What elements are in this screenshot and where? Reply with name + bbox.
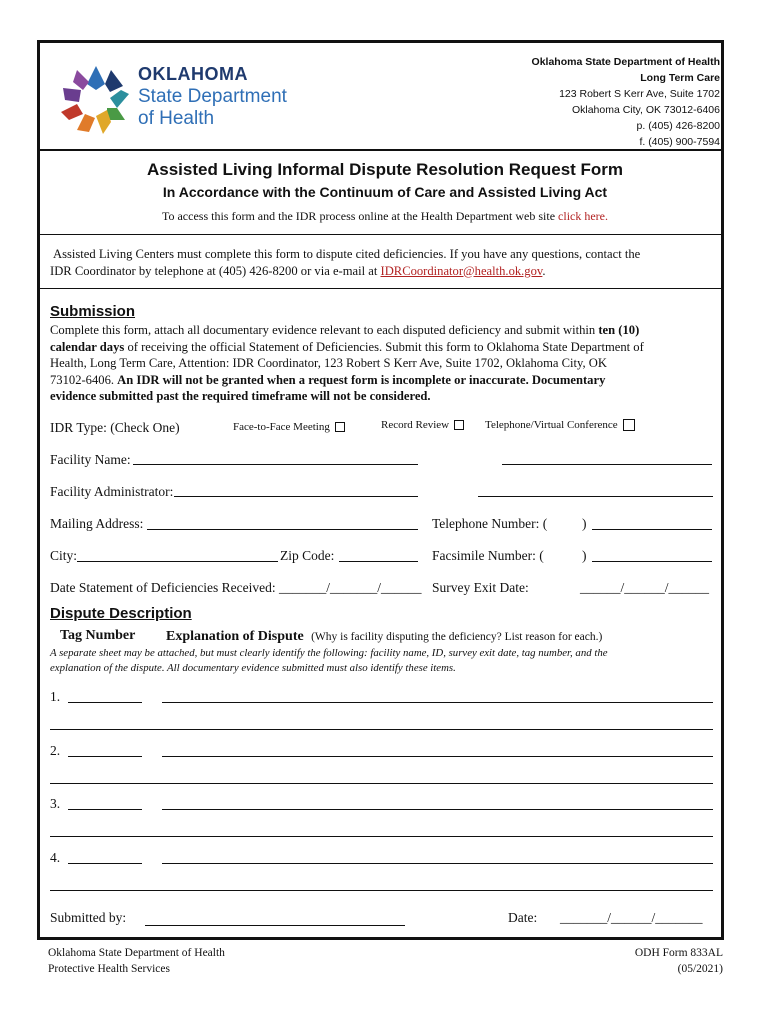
- submission-line5: [50, 388, 722, 405]
- idr-option-telephone[interactable]: [485, 419, 635, 431]
- online-note-text: To access this form and the IDR process online at the Health Department web site: [161, 209, 559, 223]
- agency-division: Long Term Care: [640, 72, 720, 84]
- logo-line-of-health: of Health: [138, 108, 215, 129]
- form-subtitle: In Accordance with the Continuum of Care and Assisted Living Act: [162, 184, 608, 200]
- agency-address-line2: Oklahoma City, OK 73012-6406: [571, 104, 720, 116]
- footer-right: [635, 946, 723, 977]
- city-label: City:: [50, 548, 78, 563]
- logo-line-oklahoma: OKLAHOMA: [138, 64, 248, 84]
- dispute-item-number: 4.: [50, 850, 61, 865]
- signature-date-label: Date:: [508, 910, 538, 925]
- intro-line2-end: .: [542, 263, 546, 278]
- dispute-item-number: 2.: [50, 743, 61, 758]
- dispute-explanation-field-cont[interactable]: [50, 836, 713, 837]
- intro-paragraph: [50, 246, 715, 279]
- telephone-number-field[interactable]: [592, 529, 712, 530]
- submitted-by-label: Submitted by:: [50, 910, 127, 925]
- submission-warning-1: An IDR will not be granted when a request form is incomplete or inaccurate. Documentary: [117, 372, 606, 387]
- footer-form-number: ODH Form 833AL: [634, 947, 723, 959]
- dispute-item-number: 3.: [50, 796, 61, 811]
- dispute-instructions: [50, 646, 608, 676]
- survey-exit-label: Survey Exit Date:: [432, 580, 529, 595]
- idr-type-label: IDR Type: (Check One): [50, 420, 180, 435]
- online-note: [0, 209, 770, 224]
- checkbox-telephone[interactable]: [623, 419, 635, 431]
- facility-name-label: Facility Name:: [50, 452, 131, 467]
- dispute-explanation-field-cont[interactable]: [50, 783, 713, 784]
- telephone-label: Telephone Number: (: [432, 516, 548, 531]
- submission-calendar-days: calendar days: [50, 339, 125, 354]
- dispute-item-number: 1.: [50, 689, 61, 704]
- submission-heading: Submission: [50, 303, 136, 320]
- dispute-explanation-field[interactable]: [162, 702, 713, 703]
- facility-admin-label: Facility Administrator:: [50, 484, 174, 499]
- telephone-close-paren: ): [582, 516, 587, 531]
- header-divider: [39, 149, 722, 151]
- title-divider: [39, 234, 722, 235]
- explanation-header: [166, 628, 602, 645]
- date-received-label: Date Statement of Deficiencies Received:: [50, 580, 276, 595]
- click-here-link[interactable]: click here.: [558, 209, 608, 223]
- facility-admin-field[interactable]: [174, 496, 418, 497]
- survey-exit-field[interactable]: ______/______/______: [580, 580, 710, 595]
- agency-name: Oklahoma State Department of Health: [531, 56, 720, 68]
- form-title: Assisted Living Informal Dispute Resolution Request Form: [146, 160, 624, 179]
- submission-line3: Health, Long Term Care, Attention: IDR Coordinator, 123 Robert S Kerr Ave, Suite 1702, Oklahoma City, OK: [50, 356, 607, 370]
- dispute-explanation-field[interactable]: [162, 756, 713, 757]
- agency-fax: f. (405) 900-7594: [639, 136, 720, 148]
- dispute-heading: Dispute Description: [50, 605, 192, 622]
- explanation-header-note: (Why is facility disputing the deficiency? List reason for each.): [311, 631, 603, 643]
- idr-email-link[interactable]: IDRCoordinator@health.ok.gov: [380, 263, 543, 278]
- idr-option-record-review-label: Record Review: [381, 419, 450, 431]
- agency-header: [532, 54, 720, 150]
- dispute-tag-field[interactable]: [68, 756, 142, 757]
- intro-line2-text: IDR Coordinator by telephone at (405) 426-8200 or via e-mail at: [50, 263, 381, 278]
- footer-form-date: (05/2021): [677, 962, 723, 975]
- footer-agency: Oklahoma State Department of Health: [48, 947, 225, 959]
- submission-deadline: ten (10): [598, 323, 640, 337]
- checkbox-record-review[interactable]: [454, 420, 464, 430]
- dispute-explanation-field[interactable]: [162, 863, 713, 864]
- checkbox-face-to-face[interactable]: [335, 422, 345, 432]
- submission-zip: 73102-6406.: [50, 372, 118, 387]
- submission-line1-text: Complete this form, attach all documentary evidence relevant to each disputed deficiency and submit within: [50, 323, 599, 337]
- submission-warning-2: evidence submitted past the required timeframe will not be considered.: [50, 389, 431, 403]
- facsimile-close-paren: ): [582, 548, 587, 563]
- submission-line4: [50, 372, 722, 389]
- idr-option-telephone-label: Telephone/Virtual Conference: [485, 419, 618, 431]
- mailing-address-field[interactable]: [147, 529, 418, 530]
- intro-line1: Assisted Living Centers must complete this form to dispute cited deficiencies. If you have any questions, contact the: [53, 247, 641, 261]
- dispute-instructions-line1: A separate sheet may be attached, but must clearly identify the following: facility name, ID, survey exit date, tag number, and the: [50, 647, 608, 659]
- logo-line-state-department: State Department: [138, 86, 287, 107]
- mailing-address-label: Mailing Address:: [50, 516, 144, 531]
- agency-phone: p. (405) 426-8200: [636, 120, 720, 132]
- submission-line1: [50, 322, 722, 339]
- osdh-star-emblem-icon: [55, 60, 137, 138]
- facility-name-field[interactable]: [133, 464, 418, 465]
- dispute-instructions-line2: explanation of the dispute. All documentary evidence submitted must also identify these items.: [50, 662, 456, 674]
- dispute-explanation-field[interactable]: [162, 809, 713, 810]
- intro-line2: [50, 263, 715, 280]
- zip-field[interactable]: [339, 561, 418, 562]
- submitted-by-field[interactable]: [145, 925, 405, 926]
- dispute-explanation-field-cont[interactable]: [50, 729, 713, 730]
- footer-left: [48, 946, 225, 977]
- submission-paragraph: [50, 322, 722, 405]
- dispute-tag-field[interactable]: [68, 702, 142, 703]
- idr-option-face-to-face[interactable]: [233, 421, 345, 433]
- date-received-field[interactable]: _______/_______/______: [279, 580, 422, 595]
- signature-date-field[interactable]: _______/______/_______: [560, 910, 703, 925]
- dispute-tag-field[interactable]: [68, 863, 142, 864]
- agency-address-line1: 123 Robert S Kerr Ave, Suite 1702: [559, 88, 720, 100]
- dispute-tag-field[interactable]: [68, 809, 142, 810]
- idr-option-record-review[interactable]: [381, 419, 464, 431]
- tag-number-header: Tag Number: [60, 628, 136, 643]
- facility-name-field-extra[interactable]: [502, 464, 712, 465]
- submission-line2: [50, 339, 722, 356]
- idr-option-face-to-face-label: Face-to-Face Meeting: [233, 421, 330, 433]
- intro-divider: [39, 288, 722, 289]
- footer-division: Protective Health Services: [48, 962, 170, 975]
- zip-label: Zip Code:: [280, 548, 335, 563]
- explanation-header-title: Explanation of Dispute: [166, 629, 304, 644]
- facility-admin-field-extra[interactable]: [478, 496, 713, 497]
- city-field[interactable]: [77, 561, 278, 562]
- dispute-explanation-field-cont[interactable]: [50, 890, 713, 891]
- facsimile-number-field[interactable]: [592, 561, 712, 562]
- submission-line2-text: of receiving the official Statement of Deficiencies. Submit this form to Oklahoma State Department of: [124, 339, 644, 354]
- osdh-logo: [55, 60, 325, 140]
- facsimile-label: Facsimile Number: (: [432, 548, 544, 563]
